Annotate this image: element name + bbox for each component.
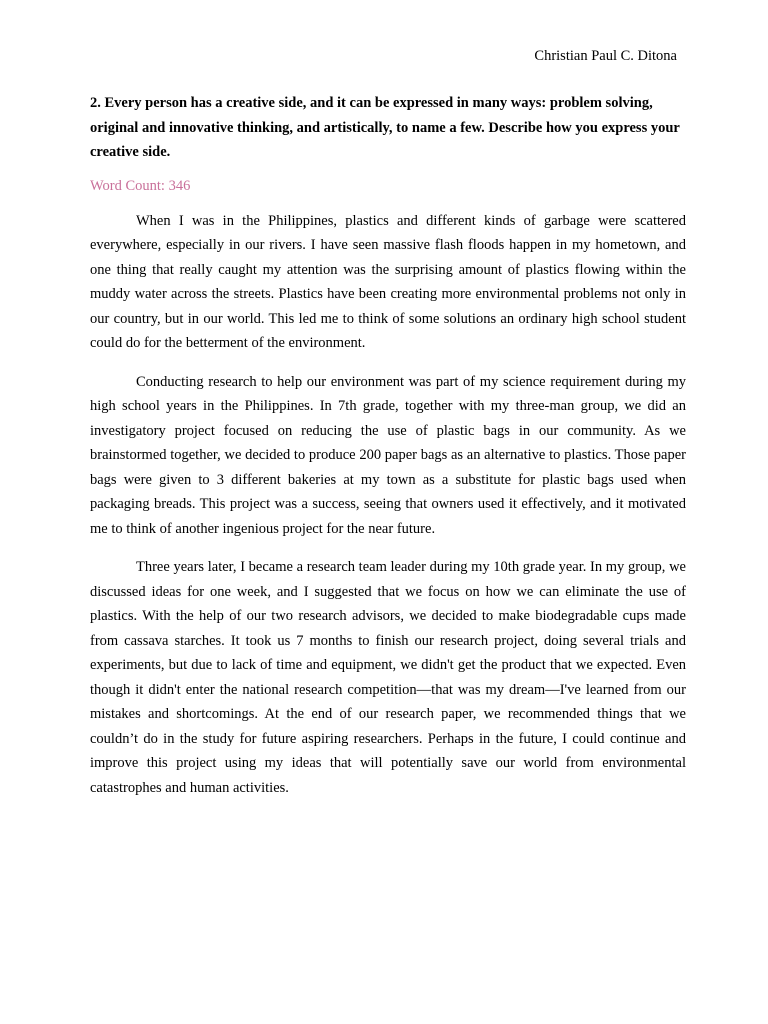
essay-prompt: 2. Every person has a creative side, and it can be expressed in many ways: problem solving, original and innovative thinking, and artistically, to name a few. Describe how you express your creative side.	[90, 95, 680, 160]
essay-paragraph-3: Three years later, I became a research team leader during my 10th grade year. In my group, we discussed ideas for one week, and I suggested that we focus on how we can eliminate the use of plastics. With the help of our two research advisors, we decided to make biodegradable cups made from cassava starches. It took us 7 months to finish our research project, doing several trials and experiments, but due to lack of time and equipment, we didn't get the product that we expected. Even though it didn't enter the national research competition—that was my dream—I've learned from our mistakes and shortcomings. At the end of our research paper, we recommended things that we couldn’t do in the study for future aspiring researchers. Perhaps in the future, I could continue and improve this project using my ideas that will potentially save our world from environmental catastrophes and human activities.	[90, 559, 686, 796]
author-name: Christian Paul C. Ditona	[534, 48, 677, 64]
word-count: Word Count: 346	[90, 177, 191, 194]
essay-paragraph-2: Conducting research to help our environment was part of my science requirement during my high school years in the Philippines. In 7th grade, together with my three-man group, we did an investigatory project focused on reducing the use of plastic bags in our community. As we brainstormed together, we decided to produce 200 paper bags as an alternative to plastics. Those paper bags were given to 3 different bakeries at my town as a substitute for plastic bags used when packaging breads. This project was a success, seeing that owners used it effectively, and it motivated me to think of another ingenious project for the near future.	[90, 373, 686, 537]
essay-body	[90, 91, 686, 800]
essay-paragraph-1: When I was in the Philippines, plastics and different kinds of garbage were scattered everywhere, especially in our rivers. I have seen massive flash floods happen in my hometown, and one thing that really caught my attention was the surprising amount of plastics flowing within the muddy water across the streets. Plastics have been creating more environmental problems not only in our country, but in our world. This led me to think of some solutions an ordinary high school student could do for the betterment of the environment.	[90, 212, 686, 351]
